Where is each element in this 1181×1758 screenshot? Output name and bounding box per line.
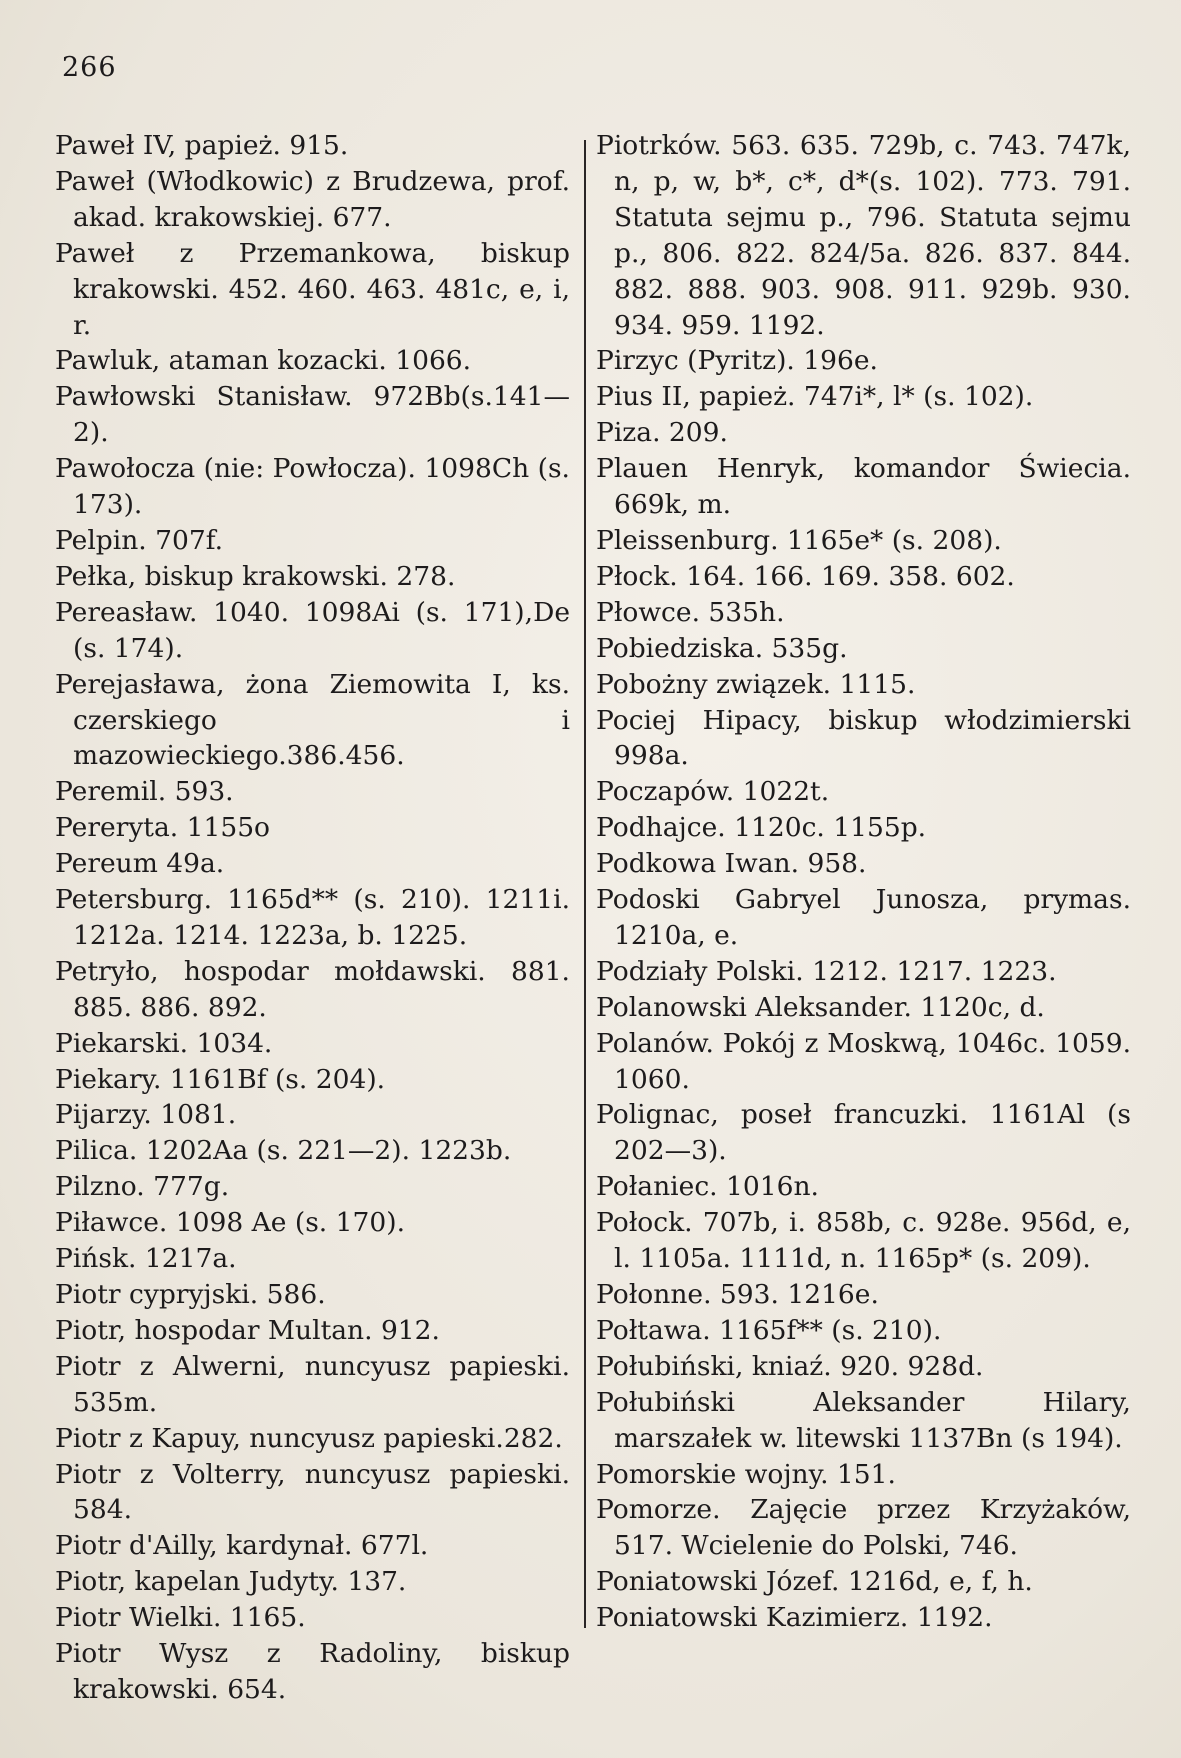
index-entry: Perejasława, żona Ziemowita I, ks. czerskiego i mazowieckiego.386.456. [55,668,570,772]
index-entry: Piotr z Volterry, nuncyusz papieski. 584. [55,1458,570,1526]
index-entry: Pobiedziska. 535g. [596,632,848,664]
index-entry: Petersburg. 1165d** (s. 210). 1211i. 1212a. 1214. 1223a, b. 1225. [55,884,570,951]
index-entry: Połonne. 593. 1216e. [596,1279,879,1310]
index-entry: Paweł z Przemankowa, biskup krakowski. 452. 460. 463. 481c, e, i, r. [55,237,570,341]
index-entry: Podoski Gabryel Junosza, prymas. 1210a, e. [596,884,1131,951]
index-entry: Płowce. 535h. [596,596,785,628]
index-entry: Pawłowski Stanisław. 972Bb(s.141—2). [55,381,570,449]
left-column [55,128,570,1708]
index-entry: Pijarzy. 1081. [55,1099,237,1131]
index-entry: Piotr Wysz z Radoliny, biskup krakowski. 654. [55,1638,570,1705]
index-entry: Połaniec. 1016n. [596,1171,819,1203]
index-entry: Plauen Henryk, komandor Świecia. 669k, m. [596,453,1131,521]
index-entry: Pirzyc (Pyritz). 196e. [596,345,878,377]
index-entry: Paweł (Włodkowic) z Brudzewa, prof. akad. krakowskiej. 677. [55,165,570,233]
index-entry: Piotr cypryjski. 586. [55,1279,326,1310]
index-entry: Połock. 707b, i. 858b, c. 928e. 956d, e, l. 1105a. 1111d, n. 1165p* (s. 209). [596,1207,1131,1275]
index-entry: Podkowa Iwan. 958. [596,848,867,880]
index-entry: Polanowski Aleksander. 1120c, d. [596,991,1045,1023]
index-entry: Pius II, papież. 747i*, l* (s. 102). [596,381,1034,413]
index-entry: Piotr, hospodar Multan. 912. [55,1314,440,1346]
index-entry: Pereasław. 1040. 1098Ai (s. 171),De (s. 174). [55,596,570,664]
index-entry: Połubiński, kniaź. 920. 928d. [596,1350,984,1382]
index-entry: Pelpin. 707f. [55,524,224,556]
index-entry: Paweł IV, papież. 915. [55,130,349,161]
index-entry: Pleissenburg. 1165e* (s. 208). [596,524,1002,556]
index-entry: Pińsk. 1217a. [55,1243,237,1275]
index-entry: Pilica. 1202Aa (s. 221—2). 1223b. [55,1135,512,1167]
page-number: 266 [62,52,117,83]
index-entry: Piotrków. 563. 635. 729b, c. 743. 747k, n, p, w, b*, c*, d*(s. 102). 773. 791. Statuta sejmu p., 796. Statuta sejmu p., 806. 822. 824/5a. 826. 837. 844. 882. 888. 903. 908. 911. 929b. 930. 934. 959. 1192. [596,130,1131,341]
index-entry: Połubiński Aleksander Hilary, marszałek w. litewski 1137Bn (s 194). [596,1386,1131,1454]
index-entry: Piotr z Kapuy, nuncyusz papieski.282. [55,1422,563,1454]
index-entry: Pilzno. 777g. [55,1171,230,1203]
right-column [596,128,1131,1636]
index-entry: Poczapów. 1022t. [596,776,830,808]
index-entry: Pawluk, ataman kozacki. 1066. [55,345,472,377]
column-divider [584,140,586,1628]
index-entry: Poniatowski Józef. 1216d, e, f, h. [596,1566,1033,1598]
index-entry: Pereryta. 1155o [55,812,271,844]
index-entry: Piotr d'Ailly, kardynał. 677l. [55,1530,429,1562]
index-entry: Peremil. 593. [55,776,234,808]
index-entry: Połtawa. 1165f** (s. 210). [596,1314,942,1346]
index-entry: Pełka, biskup krakowski. 278. [55,560,456,592]
index-entry: Poniatowski Kazimierz. 1192. [596,1602,993,1634]
index-entry: Pomorze. Zajęcie przez Krzyżaków, 517. Wcielenie do Polski, 746. [596,1494,1131,1562]
index-entry: Pomorskie wojny. 151. [596,1458,896,1490]
index-entry: Płock. 164. 166. 169. 358. 602. [596,560,1015,592]
index-entry: Polanów. Pokój z Moskwą, 1046c. 1059. 1060. [596,1027,1131,1095]
index-entry: Podziały Polski. 1212. 1217. 1223. [596,955,1057,987]
index-entry: Pawołocza (nie: Powłocza). 1098Ch (s. 173). [55,453,570,521]
index-entry: Pereum 49a. [55,848,225,880]
index-entry: Polignac, poseł francuzki. 1161Al (s 202—3). [596,1099,1131,1167]
index-entry: Piekarski. 1034. [55,1027,273,1059]
index-entry: Petryło, hospodar mołdawski. 881. 885. 886. 892. [55,955,570,1023]
index-entry: Podhajce. 1120c. 1155p. [596,812,927,844]
index-entry: Piotr Wielki. 1165. [55,1602,306,1634]
index-entry: Piekary. 1161Bf (s. 204). [55,1063,386,1095]
index-entry: Pociej Hipacy, biskup włodzimierski 998a. [596,704,1131,772]
index-entry: Piza. 209. [596,417,728,449]
index-entry: Pobożny związek. 1115. [596,668,916,700]
index-entry: Piotr z Alwerni, nuncyusz papieski. 535m. [55,1350,570,1418]
index-entry: Piławce. 1098 Ae (s. 170). [55,1207,405,1239]
index-entry: Piotr, kapelan Judyty. 137. [55,1566,407,1598]
